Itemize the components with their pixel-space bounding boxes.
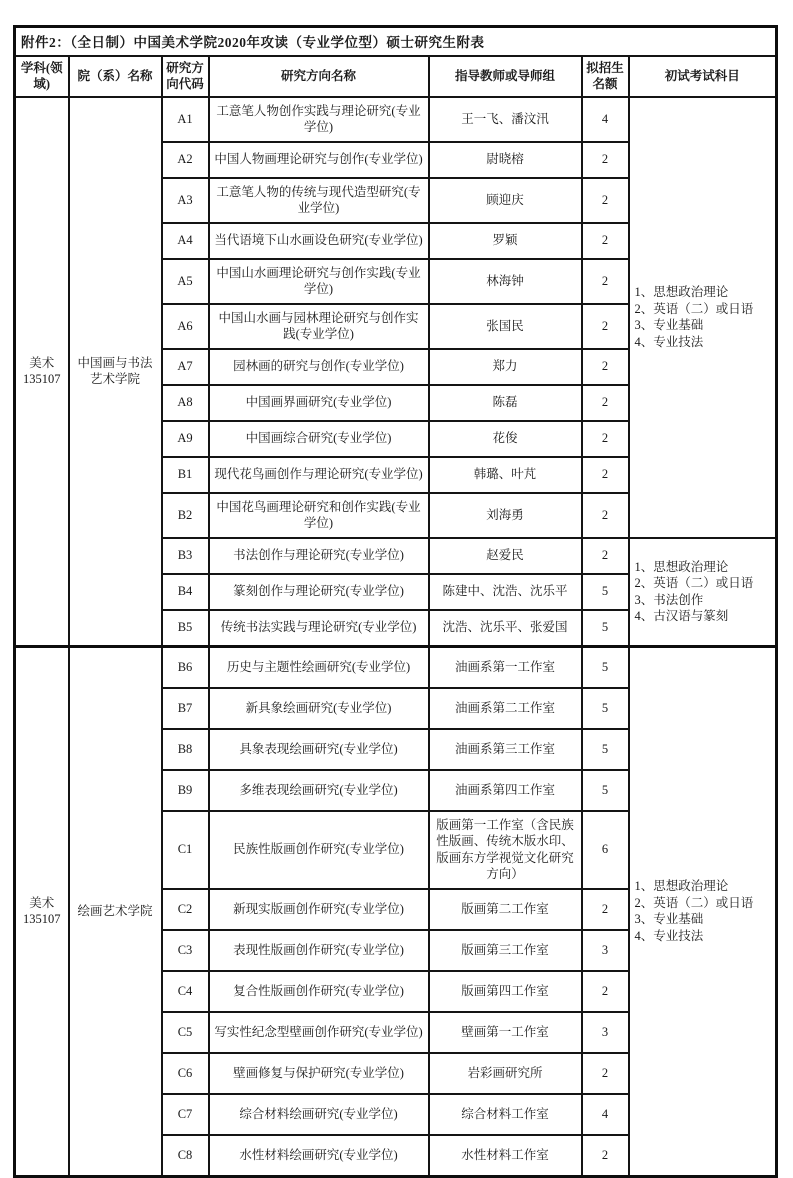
- col-header-direction-name: 研究方向名称: [209, 56, 429, 97]
- table-title: 附件2：（全日制）中国美术学院2020年攻读（专业学位型）硕士研究生附表: [15, 27, 777, 57]
- cell-direction-name: 综合材料绘画研究(专业学位): [209, 1094, 429, 1135]
- cell-direction-code: A4: [162, 223, 209, 259]
- col-header-direction-code: 研究方向代码: [162, 56, 209, 97]
- cell-direction-code: C7: [162, 1094, 209, 1135]
- cell-direction-name: 中国山水画与园林理论研究与创作实践(专业学位): [209, 304, 429, 349]
- exam-subject-line: 2、英语（二）或日语: [634, 576, 754, 590]
- col-header-exam-subjects: 初试考试科目: [629, 56, 777, 97]
- cell-advisor: 花俊: [429, 421, 582, 457]
- cell-quota: 2: [582, 223, 629, 259]
- cell-department: 中国画与书法艺术学院: [69, 97, 162, 647]
- col-header-quota: 拟招生名额: [582, 56, 629, 97]
- subject-code: 135107: [23, 912, 61, 926]
- cell-advisor: 水性材料工作室: [429, 1135, 582, 1177]
- cell-advisor: 郑力: [429, 349, 582, 385]
- cell-direction-code: C8: [162, 1135, 209, 1177]
- cell-quota: 5: [582, 574, 629, 610]
- cell-advisor: 沈浩、沈乐平、张爱国: [429, 610, 582, 647]
- cell-direction-name: 中国花鸟画理论研究和创作实践(专业学位): [209, 493, 429, 538]
- exam-subject-line: 1、思想政治理论: [634, 879, 729, 893]
- cell-quota: 5: [582, 729, 629, 770]
- cell-advisor: 油画系第三工作室: [429, 729, 582, 770]
- cell-direction-code: A3: [162, 178, 209, 223]
- cell-quota: 2: [582, 538, 629, 574]
- cell-direction-code: B7: [162, 688, 209, 729]
- exam-subject-line: 4、专业技法: [634, 928, 704, 943]
- cell-advisor: 油画系第二工作室: [429, 688, 582, 729]
- table-body: [15, 97, 777, 1177]
- cell-direction-code: A1: [162, 97, 209, 142]
- exam-subject-line: 4、古汉语与篆刻: [634, 609, 729, 623]
- cell-direction-name: 中国山水画理论研究与创作实践(专业学位): [209, 259, 429, 304]
- cell-direction-code: A2: [162, 142, 209, 178]
- cell-quota: 4: [582, 1094, 629, 1135]
- cell-direction-name: 书法创作与理论研究(专业学位): [209, 538, 429, 574]
- cell-advisor: 版画第一工作室（含民族性版画、传统木版水印、版画东方学视觉文化研究方向）: [429, 811, 582, 889]
- cell-direction-name: 中国画界画研究(专业学位): [209, 385, 429, 421]
- cell-advisor: 综合材料工作室: [429, 1094, 582, 1135]
- cell-advisor: 油画系第四工作室: [429, 770, 582, 811]
- cell-quota: 4: [582, 97, 629, 142]
- cell-quota: 2: [582, 385, 629, 421]
- cell-advisor: 版画第三工作室: [429, 930, 582, 971]
- cell-direction-name: 工意笔人物的传统与现代造型研究(专业学位): [209, 178, 429, 223]
- title-row: [15, 27, 777, 57]
- cell-advisor: 顾迎庆: [429, 178, 582, 223]
- subject-name: 美术: [29, 895, 55, 910]
- cell-direction-code: C2: [162, 889, 209, 930]
- cell-direction-name: 当代语境下山水画设色研究(专业学位): [209, 223, 429, 259]
- cell-quota: 2: [582, 421, 629, 457]
- cell-advisor: 岩彩画研究所: [429, 1053, 582, 1094]
- cell-quota: 2: [582, 971, 629, 1012]
- exam-subject-line: 1、思想政治理论: [634, 559, 729, 574]
- exam-subject-line: 4、专业技法: [634, 334, 704, 349]
- cell-direction-code: B1: [162, 457, 209, 493]
- cell-quota: 5: [582, 610, 629, 647]
- header-row: [15, 56, 777, 97]
- cell-direction-code: B9: [162, 770, 209, 811]
- cell-direction-code: A8: [162, 385, 209, 421]
- cell-quota: 2: [582, 178, 629, 223]
- cell-direction-name: 复合性版画创作研究(专业学位): [209, 971, 429, 1012]
- cell-advisor: 版画第四工作室: [429, 971, 582, 1012]
- cell-advisor: 陈磊: [429, 385, 582, 421]
- cell-advisor: 王一飞、潘汶汛: [429, 97, 582, 142]
- cell-quota: 5: [582, 688, 629, 729]
- cell-quota: 2: [582, 259, 629, 304]
- cell-quota: 2: [582, 304, 629, 349]
- cell-subject: [15, 97, 69, 647]
- cell-advisor: 尉晓榕: [429, 142, 582, 178]
- cell-quota: 2: [582, 1053, 629, 1094]
- table-row: [15, 97, 777, 142]
- cell-direction-code: B5: [162, 610, 209, 647]
- admissions-table: [13, 25, 778, 1178]
- exam-subject-line: 3、书法创作: [634, 592, 704, 607]
- cell-direction-name: 现代花鸟画创作与理论研究(专业学位): [209, 457, 429, 493]
- cell-advisor: 陈建中、沈浩、沈乐平: [429, 574, 582, 610]
- cell-advisor: 罗颖: [429, 223, 582, 259]
- cell-quota: 2: [582, 349, 629, 385]
- cell-direction-code: C6: [162, 1053, 209, 1094]
- cell-advisor: 韩璐、叶芃: [429, 457, 582, 493]
- cell-direction-name: 中国画综合研究(专业学位): [209, 421, 429, 457]
- exam-subject-line: 1、思想政治理论: [634, 285, 729, 299]
- col-header-advisor: 指导教师或导师组: [429, 56, 582, 97]
- cell-department: 绘画艺术学院: [69, 646, 162, 1176]
- exam-subject-line: 2、英语（二）或日语: [634, 301, 754, 316]
- cell-direction-code: A9: [162, 421, 209, 457]
- cell-direction-name: 表现性版画创作研究(专业学位): [209, 930, 429, 971]
- cell-direction-name: 写实性纪念型壁画创作研究(专业学位): [209, 1012, 429, 1053]
- cell-direction-code: C4: [162, 971, 209, 1012]
- exam-subject-line: 3、专业基础: [634, 318, 704, 332]
- cell-direction-code: B3: [162, 538, 209, 574]
- subject-name: 美术: [29, 355, 55, 370]
- cell-advisor: 油画系第一工作室: [429, 646, 582, 688]
- cell-advisor: 壁画第一工作室: [429, 1012, 582, 1053]
- col-header-department: 院（系）名称: [69, 56, 162, 97]
- cell-direction-code: A6: [162, 304, 209, 349]
- cell-direction-code: C3: [162, 930, 209, 971]
- cell-exam-subjects: [629, 646, 777, 1176]
- cell-direction-name: 壁画修复与保护研究(专业学位): [209, 1053, 429, 1094]
- cell-direction-name: 具象表现绘画研究(专业学位): [209, 729, 429, 770]
- cell-direction-code: B6: [162, 646, 209, 688]
- cell-direction-code: A5: [162, 259, 209, 304]
- cell-quota: 2: [582, 889, 629, 930]
- cell-direction-name: 工意笔人物创作实践与理论研究(专业学位): [209, 97, 429, 142]
- cell-advisor: 张国民: [429, 304, 582, 349]
- cell-direction-name: 传统书法实践与理论研究(专业学位): [209, 610, 429, 647]
- subject-code: 135107: [23, 372, 61, 386]
- cell-direction-name: 新具象绘画研究(专业学位): [209, 688, 429, 729]
- cell-direction-code: A7: [162, 349, 209, 385]
- cell-direction-code: B8: [162, 729, 209, 770]
- cell-quota: 5: [582, 646, 629, 688]
- exam-subject-line: 2、英语（二）或日语: [634, 895, 754, 910]
- cell-advisor: 赵爱民: [429, 538, 582, 574]
- cell-direction-code: C1: [162, 811, 209, 889]
- cell-quota: 6: [582, 811, 629, 889]
- cell-direction-name: 民族性版画创作研究(专业学位): [209, 811, 429, 889]
- cell-quota: 5: [582, 770, 629, 811]
- cell-quota: 2: [582, 142, 629, 178]
- cell-quota: 2: [582, 493, 629, 538]
- col-header-subject: 学科(领域): [15, 56, 69, 97]
- cell-direction-name: 新现实版画创作研究(专业学位): [209, 889, 429, 930]
- table-row: [15, 646, 777, 688]
- cell-quota: 3: [582, 930, 629, 971]
- exam-subject-line: 3、专业基础: [634, 912, 704, 926]
- cell-direction-name: 历史与主题性绘画研究(专业学位): [209, 646, 429, 688]
- cell-subject: [15, 646, 69, 1176]
- cell-direction-code: C5: [162, 1012, 209, 1053]
- cell-exam-subjects: [629, 97, 777, 538]
- cell-exam-subjects: [629, 538, 777, 647]
- cell-direction-code: B2: [162, 493, 209, 538]
- cell-advisor: 刘海勇: [429, 493, 582, 538]
- cell-direction-name: 多维表现绘画研究(专业学位): [209, 770, 429, 811]
- cell-advisor: 林海钟: [429, 259, 582, 304]
- cell-quota: 2: [582, 457, 629, 493]
- cell-quota: 2: [582, 1135, 629, 1177]
- cell-direction-name: 水性材料绘画研究(专业学位): [209, 1135, 429, 1177]
- cell-quota: 3: [582, 1012, 629, 1053]
- cell-direction-name: 中国人物画理论研究与创作(专业学位): [209, 142, 429, 178]
- cell-direction-code: B4: [162, 574, 209, 610]
- cell-direction-name: 园林画的研究与创作(专业学位): [209, 349, 429, 385]
- cell-direction-name: 篆刻创作与理论研究(专业学位): [209, 574, 429, 610]
- cell-advisor: 版画第二工作室: [429, 889, 582, 930]
